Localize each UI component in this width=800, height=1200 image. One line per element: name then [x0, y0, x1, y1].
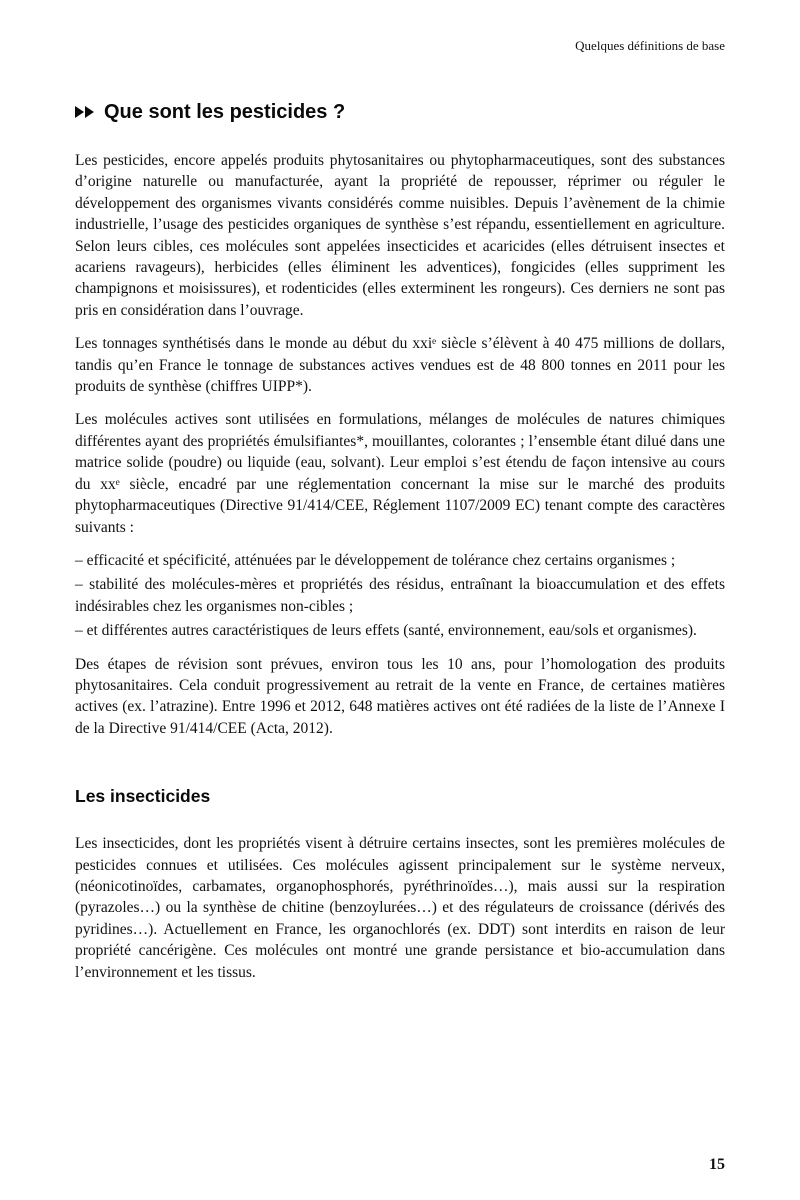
- paragraph-tonnages: Les tonnages synthétisés dans le monde au début du xxiᵉ siècle s’élèvent à 40 475 millions de dollars, tandis qu’en France le tonnage de substances actives vendues est de 48 800 tonnes en 2011 pour les produits de synthèse (chiffres UIPP*).: [75, 335, 725, 396]
- running-header: Quelques définitions de base: [575, 38, 725, 53]
- dash-list: [75, 550, 725, 642]
- list-item-efficacite: – efficacité et spécificité, atténuées par le développement de tolérance chez certains organismes ;: [75, 551, 676, 569]
- right-triangle-icon: [85, 106, 94, 118]
- paragraph-molecules-actives: Les molécules actives sont utilisées en formulations, mélanges de molécules de natures chimiques différentes ayant des propriétés émulsifiantes*, mouillantes, colorantes ; l’ensemble étant dilué dans une matrice solide (poudre) ou liquide (eau, solvant). Leur emploi s’est étendu de façon intensive au cours du xxᵉ siècle, encadré par une réglementation concernant la mise sur le marché des produits phytopharmaceutiques (Directive 91/414/CEE, Réglement 1107/2009 EC) tenant compte des caractères suivants :: [75, 411, 725, 536]
- double-right-triangles-icon: [75, 106, 94, 118]
- paragraph-insecticides: Les insecticides, dont les propriétés visent à détruire certains insectes, sont les premières molécules de pesticides connues et utilisées. Ces molécules agissent principalement sur le système nerveux, (néonicotinoïdes, carbamates, organophosphorés, pyréthrinoïdes…), mais aussi sur la respiration (pyrazoles…) ou la synthèse de chitine (benzoylurées…) et des régulateurs de croissance (dérivés des pyridines…). Actuellement en France, les organochlorés (ex. DDT) sont interdits en raison de leur propriété cancérigène. Ces molécules ont montré une grande persistance et bio-accumulation dans l’environnement et les tissus.: [75, 835, 725, 981]
- paragraph-etapes-revision: Des étapes de révision sont prévues, environ tous les 10 ans, pour l’homologation des produits phytosanitaires. Cela conduit progressivement au retrait de la vente en France, de certaines matières actives (ex. l’atrazine). Entre 1996 et 2012, 648 matières actives ont été radiées de la liste de l’Annexe I de la Directive 91/414/CEE (Acta, 2012).: [75, 655, 725, 737]
- page-number: 15: [709, 1156, 725, 1173]
- section-title-text: Que sont les pesticides ?: [104, 101, 346, 123]
- right-triangle-icon: [75, 106, 84, 118]
- section-title: [75, 100, 725, 124]
- list-item-stabilite: – stabilité des molécules-mères et propriétés des résidus, entraînant la bioaccumulation et des effets indésirables chez les organismes non-cibles ;: [75, 576, 725, 615]
- paragraph-pesticides-definition: Les pesticides, encore appelés produits phytosanitaires ou phytopharmaceutiques, sont des substances d’origine naturelle ou manufacturée, ayant la propriété de repousser, réprimer ou réguler le développement des organismes vivants considérés comme nuisibles. Depuis l’avènement de la chimie industrielle, l’usage des pesticides organiques de synthèse s’est répandu, essentiellement en agriculture. Selon leurs cibles, ces molécules sont appelées insecticides et acaricides (elles détruisent insectes et acariens ravageurs), herbicides (elles éliminent les adventices), fongicides (elles suppriment les champignons et moisissures), et rodenticides (elles exterminent les rongeurs). Ces derniers ne sont pas pris en considération dans l’ouvrage.: [75, 152, 725, 319]
- list-item-autres-caracteristiques: – et différentes autres caractéristiques de leurs effets (santé, environnement, eau/sols et organismes).: [75, 622, 697, 640]
- subheading-insecticides: Les insecticides: [75, 786, 211, 807]
